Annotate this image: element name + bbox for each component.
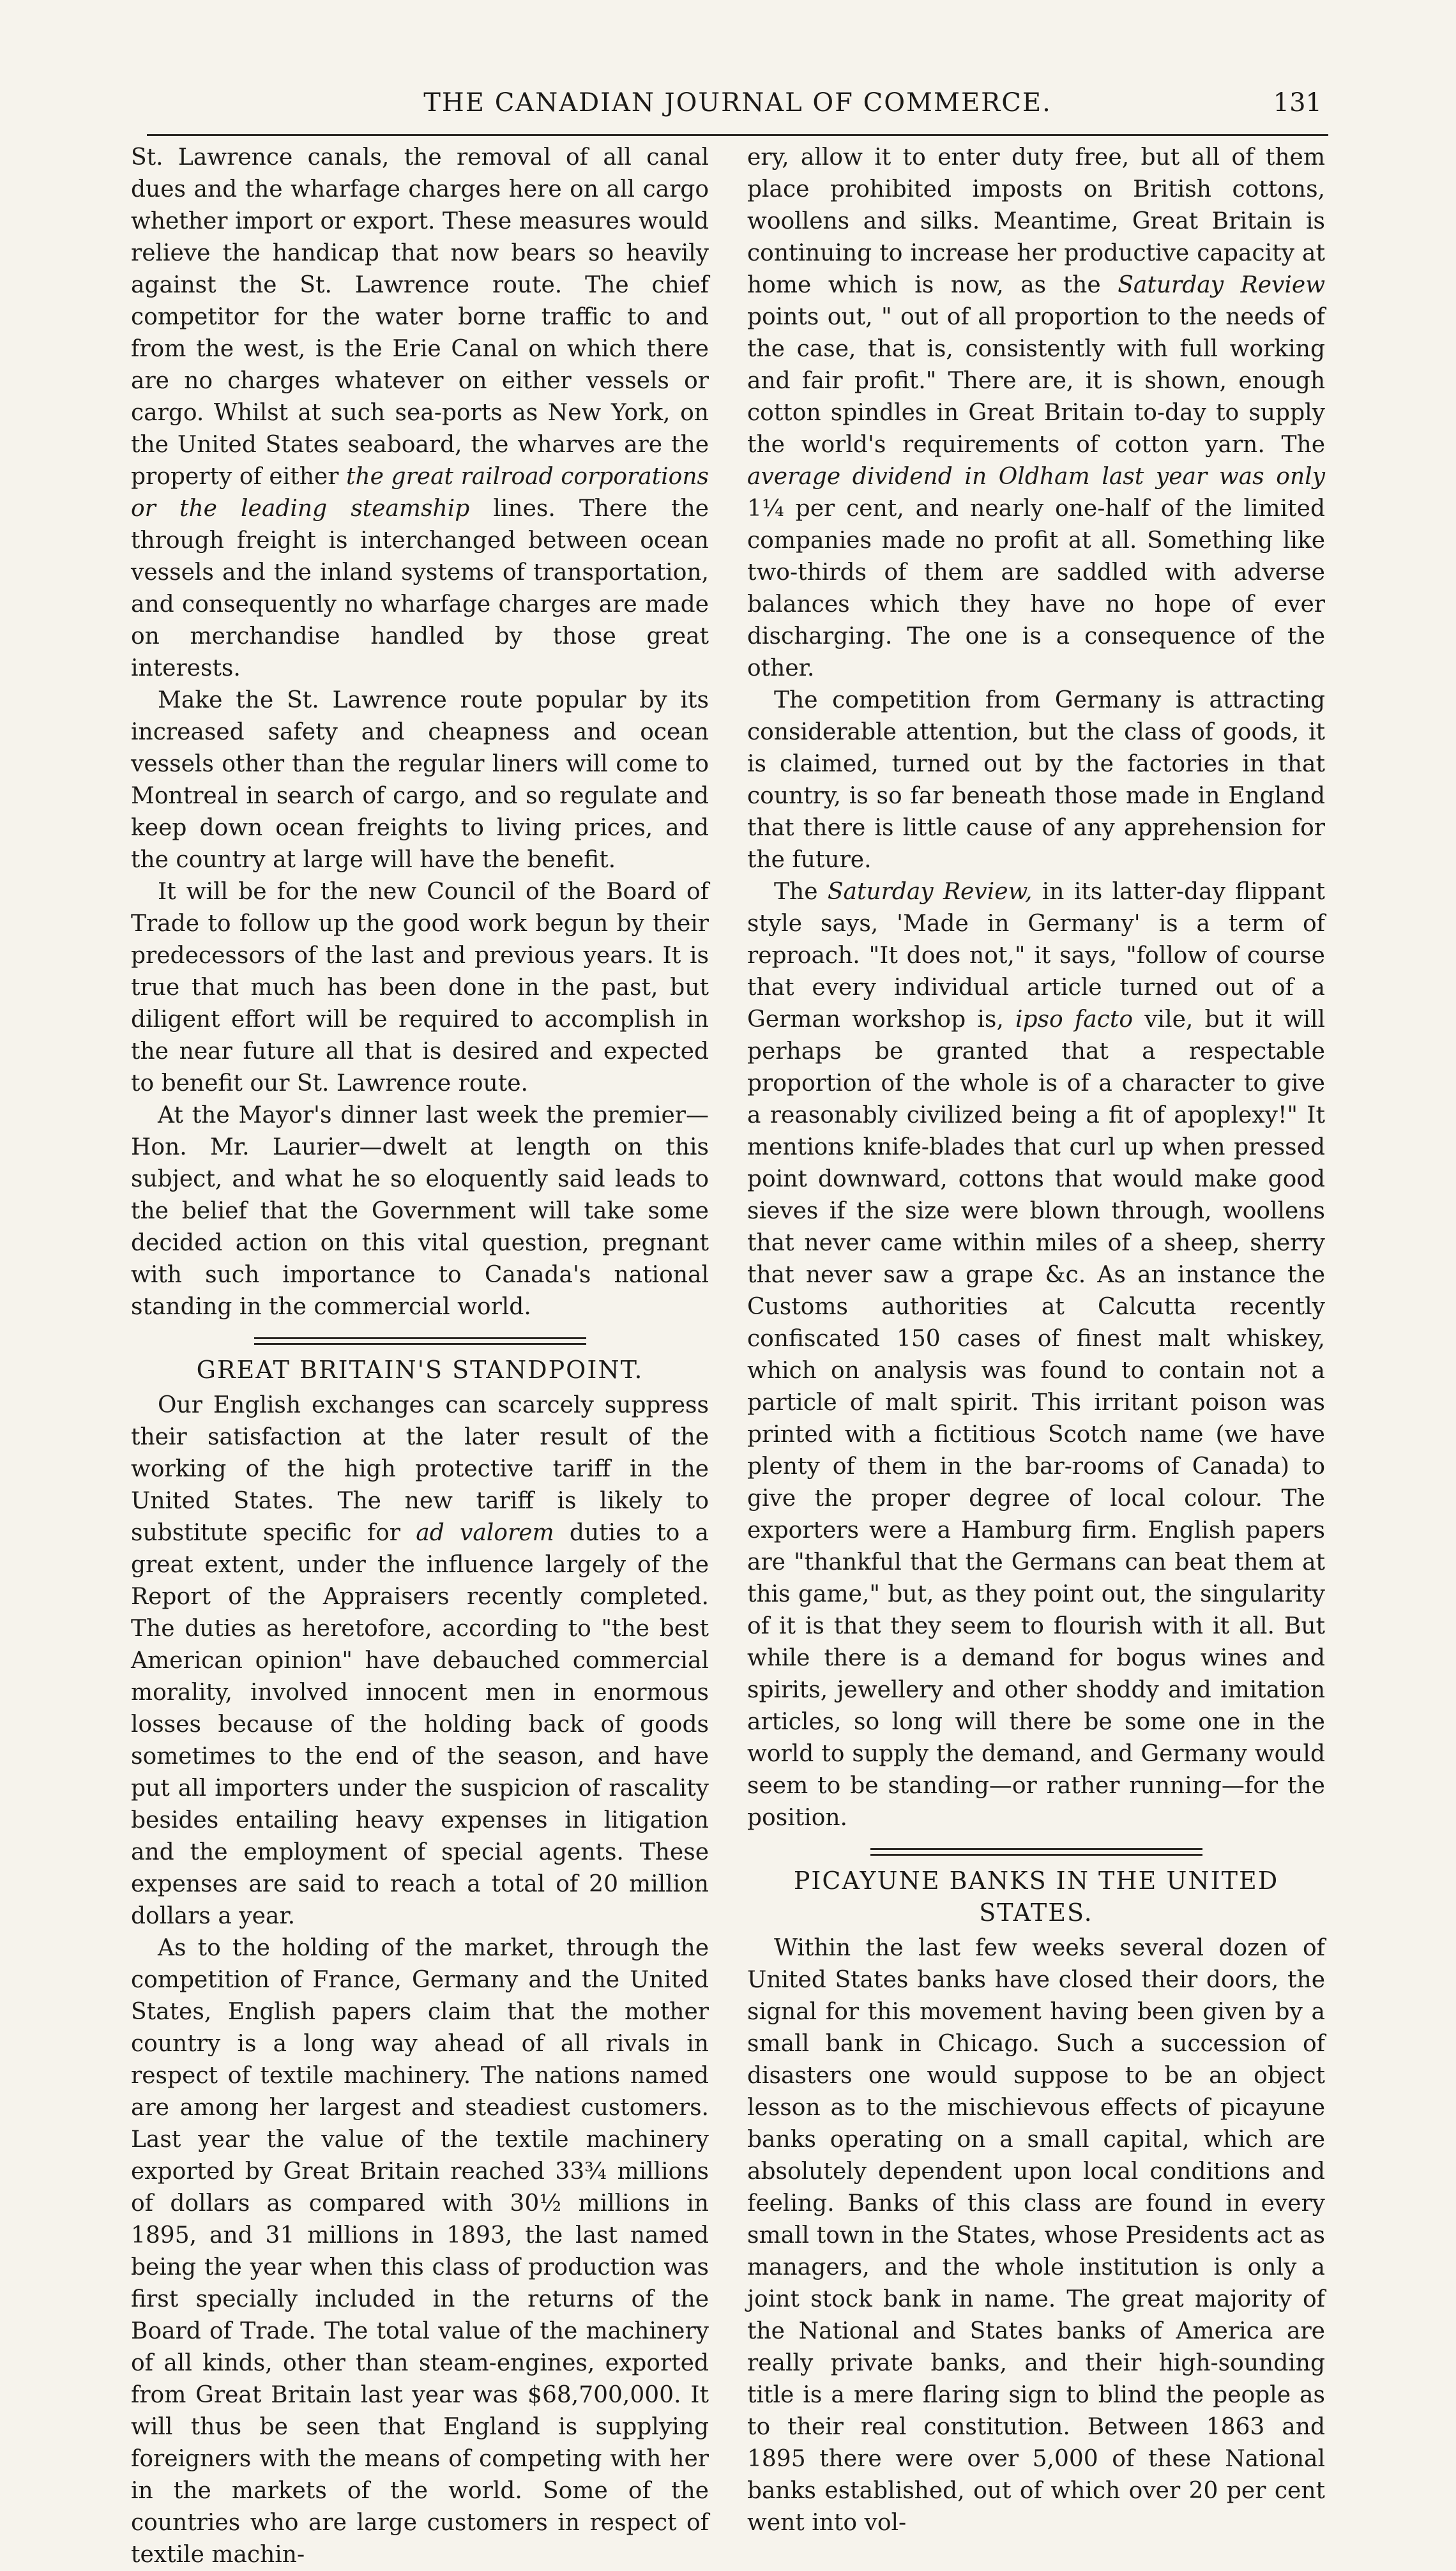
page-number: 131 bbox=[1273, 88, 1322, 118]
left-column bbox=[131, 142, 709, 2568]
article-paragraph: At the Mayor's dinner last week the premier—Hon. Mr. Laurier—dwelt at length on this subject, and what he so eloquently said leads to the belief that the Government will take some decided action on this vital question, pregnant with such importance to Canada's national standing in the commercial world. bbox=[131, 1102, 709, 1320]
right-column bbox=[747, 142, 1326, 2536]
article-paragraph: Within the last few weeks several dozen of United States banks have closed their doors, the signal for this movement having been given by a small bank in Chicago. Such a succession of disasters one would suppose to be an object lesson as to the mischievous effects of picayune banks operating on a small capital, which are absolutely dependent upon local conditions and feeling. Banks of this class are found in every small town in the States, whose Presidents act as managers, and the whole institution is only a joint stock bank in name. The great majority of the National and States banks of America are really private banks, and their high-sounding title is a mere flaring sign to blind the people as to their real constitution. Between 1863 and 1895 there were over 5,000 of these National banks established, out of which over 20 per cent went into vol- bbox=[747, 1935, 1325, 2536]
running-title: THE CANADIAN JOURNAL OF COMMERCE. bbox=[423, 88, 1052, 118]
section-title-picayune-banks: PICAYUNE BANKS IN THE UNITED STATES. bbox=[793, 1867, 1279, 1927]
article-paragraph: The competition from Germany is attracting considerable attention, but the class of goods, it is claimed, turned out by the factories in that country, is so far beneath those made in England that there is little cause of any apprehension for the future. bbox=[747, 687, 1325, 873]
section-divider bbox=[870, 1848, 1202, 1856]
article-paragraph: As to the holding of the market, through the competition of France, Germany and the United States, English papers claim that the mother country is a long way ahead of all rivals in respect of textile machinery. The nations named are among her largest and steadiest customers. Last year the value of the textile machinery exported by Great Britain reached 33¾ millions of dollars as compared with 30½ millions in 1895, and 31 millions in 1893, the last named being the year when this class of production was first specially included in the returns of the Board of Trade. The total value of the machinery of all kinds, other than steam-engines, exported from Great Britain last year was $68,700,000. It will thus be seen that England is supplying foreigners with the means of competing with her in the markets of the world. Some of the countries who are large customers in respect of textile machin- bbox=[131, 1935, 709, 2568]
article-paragraph: It will be for the new Council of the Board of Trade to follow up the good work begun by their predecessors of the last and previous years. It is true that much has been done in the past, but diligent effort will be required to accomplish in the near future all that is desired and expected to benefit our St. Lawrence route. bbox=[131, 879, 709, 1096]
article-paragraph: Make the St. Lawrence route popular by its increased safety and cheapness and ocean vessels other than the regular liners will come to Montreal in search of cargo, and so regulate and keep down ocean freights to living prices, and the country at large will have the benefit. bbox=[131, 687, 709, 873]
article-paragraph: Our English exchanges can scarcely suppress their satisfaction at the later result of the working of the high protective tariff in the United States. The new tariff is likely to substitute specific for ad valorem duties to a great extent, under the influence largely of the Report of the Appraisers recently completed. The duties as heretofore, according to "the best American opinion" have debauched commercial morality, involved innocent men in enormous losses because of the holding back of goods sometimes to the end of the season, and have put all importers under the suspicion of rascality besides entailing heavy expenses in litigation and the employment of special agents. These expenses are said to reach a total of 20 million dollars a year. bbox=[131, 1392, 709, 1929]
section-divider bbox=[254, 1337, 586, 1345]
article-paragraph: ery, allow it to enter duty free, but all of them place prohibited imposts on British cottons, woollens and silks. Meantime, Great Britain is continuing to increase her productive capacity at home which is now, as the Saturday Review points out, " out of all proportion to the needs of the case, that is, consistently with full working and fair profit." There are, it is shown, enough cotton spindles in Great Britain to-day to supply the world's requirements of cotton yarn. The average dividend in Oldham last year was only 1¼ per cent, and nearly one-half of the limited companies made no profit at all. Something like two-thirds of them are saddled with adverse balances which they have no hope of ever discharging. The one is a consequence of the other. bbox=[747, 144, 1326, 681]
page-header bbox=[147, 77, 1328, 136]
article-paragraph: The Saturday Review, in its latter-day flippant style says, 'Made in Germany' is a term of reproach. "It does not," it says, "follow of course that every individual article turned out of a German workshop is, ipso facto vile, but it will perhaps be granted that a respectable proportion of the whole is of a character to give a reasonably civilized being a fit of apoplexy!" It mentions knife-blades that curl up when pressed point downward, cottons that would make good sieves if the size were blown through, woollens that never came within miles of a sheep, sherry that never saw a grape &c. As an instance the Customs authorities at Calcutta recently confiscated 150 cases of finest malt whiskey, which on analysis was found to contain not a particle of malt spirit. This irritant poison was printed with a fictitious Scotch name (we have plenty of them in the bar-rooms of Canada) to give the proper degree of local colour. The exporters were a Hamburg firm. English papers are "thankful that the Germans can beat them at this game," but, as they point out, the singularity of it is that they seem to flourish with it all. But while there is a demand for bogus wines and spirits, jewellery and other shoddy and imitation articles, so long will there be some one in the world to supply the demand, and Germany would seem to be standing—or rather running—for the position. bbox=[747, 879, 1326, 1831]
section-title-great-britain: GREAT BRITAIN'S STANDPOINT. bbox=[196, 1356, 644, 1384]
article-paragraph: St. Lawrence canals, the removal of all canal dues and the wharfage charges here on all cargo whether import or export. These measures would relieve the handicap that now bears so heavily against the St. Lawrence route. The chief competitor for the water borne traffic to and from the west, is the Erie Canal on which there are no charges whatever on either vessels or cargo. Whilst at such sea-ports as New York, on the United States seaboard, the wharves are the property of either the great railroad corporations or the leading steamship lines. There the through freight is interchanged between ocean vessels and the inland systems of transportation, and consequently no wharfage charges are made on merchandise handled by those great interests. bbox=[131, 144, 709, 681]
